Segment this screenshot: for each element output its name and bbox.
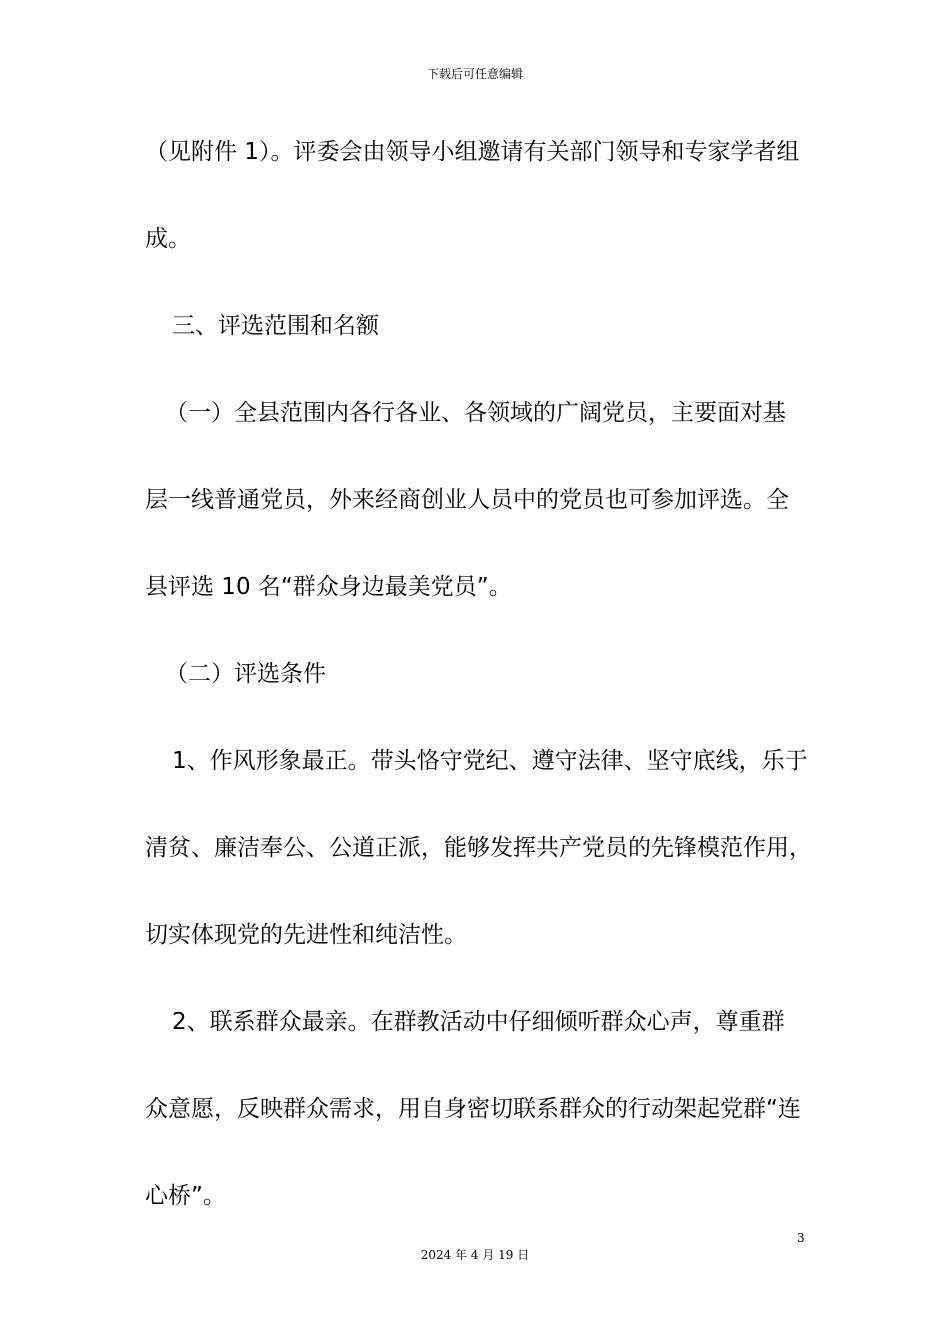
body-text-line: 层一线普通党员，外来经商创业人员中的党员也可参加评选。全	[145, 487, 789, 513]
body-text-line: 切实体现党的先进性和纯洁性。	[145, 922, 467, 948]
body-text-line: 众意愿，反映群众需求，用自身密切联系群众的行动架起党群“连	[145, 1096, 801, 1122]
body-text-line: （见附件 1）。评委会由领导小组邀请有关部门领导和专家学者组	[145, 139, 800, 165]
subsection-heading: （二）评选条件	[165, 661, 326, 687]
list-item-line: 2、联系群众最亲。在群教活动中仔细倾听群众心声，尊重群	[172, 1009, 785, 1035]
body-text-line: 成。	[145, 226, 191, 252]
body-text-line: 县评选 10 名“群众身边最美党员”。	[145, 574, 512, 600]
footer-date: 2024 年 4 月 19 日	[420, 1248, 530, 1262]
page-header: 下载后可任意编辑	[426, 67, 523, 81]
page-number: 3	[797, 1231, 805, 1245]
body-text-line: 心桥”。	[145, 1183, 226, 1209]
list-item-line: 1、作风形象最正。带头恪守党纪、遵守法律、坚守底线，乐于	[172, 748, 808, 774]
section-heading: 三、评选范围和名额	[172, 313, 379, 339]
body-text-line: 清贫、廉洁奉公、公道正派，能够发挥共产党员的先锋模范作用，	[145, 835, 812, 861]
subsection-paragraph-line: （一）全县范围内各行各业、各领域的广阔党员，主要面对基	[165, 400, 786, 426]
